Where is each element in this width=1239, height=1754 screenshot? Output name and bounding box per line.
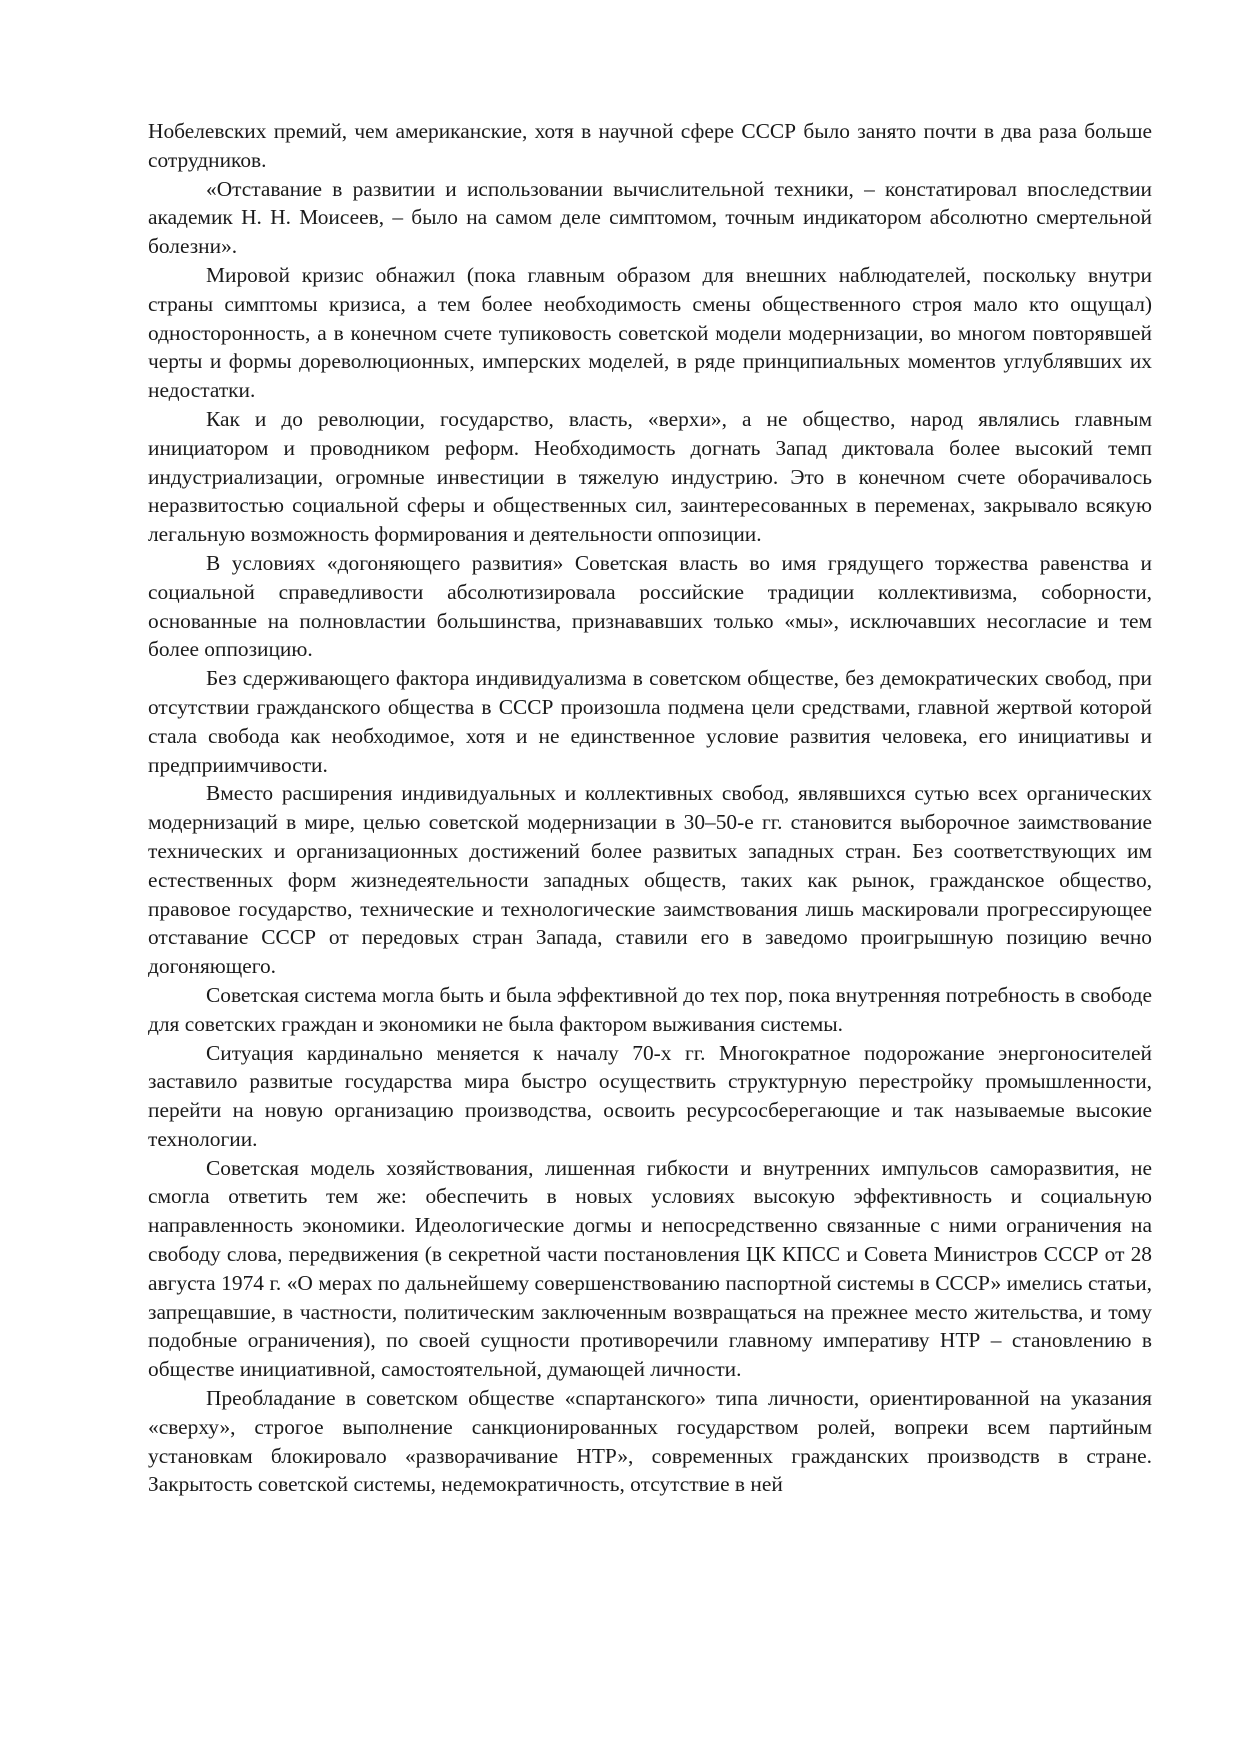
paragraph-3: Мировой кризис обнажил (пока главным образом для внешних наблюдателей, поскольку внутри страны симптомы кризиса, а тем более необходимость смены общественного строя мало кто ощущал) односторонность, а в конечном счете тупиковость советской модели модернизации, во многом повторявшей черты и формы дореволюционных, имперских моделей, в ряде принципиальных моментов углублявших их недостатки.: [148, 262, 1152, 403]
paragraph-6: Без сдерживающего фактора индивидуализма в советском обществе, без демократических свобод, при отсутствии гражданского общества в СССР произошла подмена цели средствами, главной жертвой которой стала свобода как необходимое, хотя и не единственное условие развития человека, его инициативы и предприимчивости.: [148, 666, 1152, 777]
paragraph-2: «Отставание в развитии и использовании вычислительной техники, – констатировал впоследствии академик Н. Н. Моисеев, – было на самом деле симптомом, точным индикатором абсолютно смертельной болезни».: [148, 176, 1152, 259]
paragraph-1: Нобелевских премий, чем американские, хотя в научной сфере СССР было занято почти в два раза больше сотрудников.: [148, 119, 1152, 172]
paragraph-8: Советская система могла быть и была эффективной до тех пор, пока внутренняя потребность в свободе для советских граждан и экономики не была фактором выживания системы.: [148, 982, 1152, 1036]
paragraph-4: Как и до революции, государство, власть, «верхи», а не общество, народ являлись главным инициатором и проводником реформ. Необходимость догнать Запад диктовала более высокий темп индустриализации, огромные инвестиции в тяжелую индустрию. Это в конечном счете оборачивалось неразвитостью социальной сферы и общественных сил, заинтересованных в переменах, закрывало всякую легальную возможность формирования и деятельности оппозиции.: [148, 406, 1152, 547]
paragraph-7: Вместо расширения индивидуальных и коллективных свобод, являвшихся сутью всех органических модернизаций в мире, целью советской модернизации в 30–50-е гг. становится выборочное заимствование технических и организационных достижений более развитых западных стран. Без соответствующих им естественных форм жизнедеятельности западных обществ, таких как рынок, гражданское общество, правовое государство, технические и технологические заимствования лишь маскировали прогрессирующее отставание СССР от передовых стран Запада, ставили его в заведомо проигрышную позицию вечно догоняющего.: [148, 781, 1152, 979]
paragraph-11: Преобладание в советском обществе «спартанского» типа личности, ориентированной на указания «сверху», строгое выполнение санкционированных государством ролей, вопреки всем партийным установкам блокировало «разворачивание НТР», современных гражданских производств в стране. Закрытость советской системы, недемократичность, отсутствие в ней: [148, 1386, 1152, 1497]
paragraph-10: Советская модель хозяйствования, лишенная гибкости и внутренних импульсов саморазвития, не смогла ответить тем же: обеспечить в новых условиях высокую эффективность и социальную направленность экономики. Идеологические догмы и непосредственно связанные с ними ограничения на свободу слова, передвижения (в секретной части постановления ЦК КПСС и Совета Министров СССР от 28 августа 1974 г. «О мерах по дальнейшему совершенствованию паспортной системы в СССР» имелись статьи, запрещавшие, в частности, политическим заключенным возвращаться на прежнее место жительства, и тому подобные ограничения), по своей сущности противоречили главному императиву НТР – становлению в обществе инициативной, самостоятельной, думающей личности.: [148, 1155, 1152, 1382]
paragraph-5: В условиях «догоняющего развития» Советская власть во имя грядущего торжества равенства и социальной справедливости абсолютизировала российские традиции коллективизма, соборности, основанные на полновластии большинства, признававших только «мы», исключавших несогласие и тем более оппозицию.: [148, 550, 1152, 662]
paragraph-9: Ситуация кардинально меняется к началу 70-х гг. Многократное подорожание энергоносителей заставило развитые государства мира быстро осуществить структурную перестройку промышленности, перейти на новую организацию производства, освоить ресурсосберегающие и так называемые высокие технологии.: [148, 1040, 1152, 1151]
document-body: [148, 117, 1152, 1499]
